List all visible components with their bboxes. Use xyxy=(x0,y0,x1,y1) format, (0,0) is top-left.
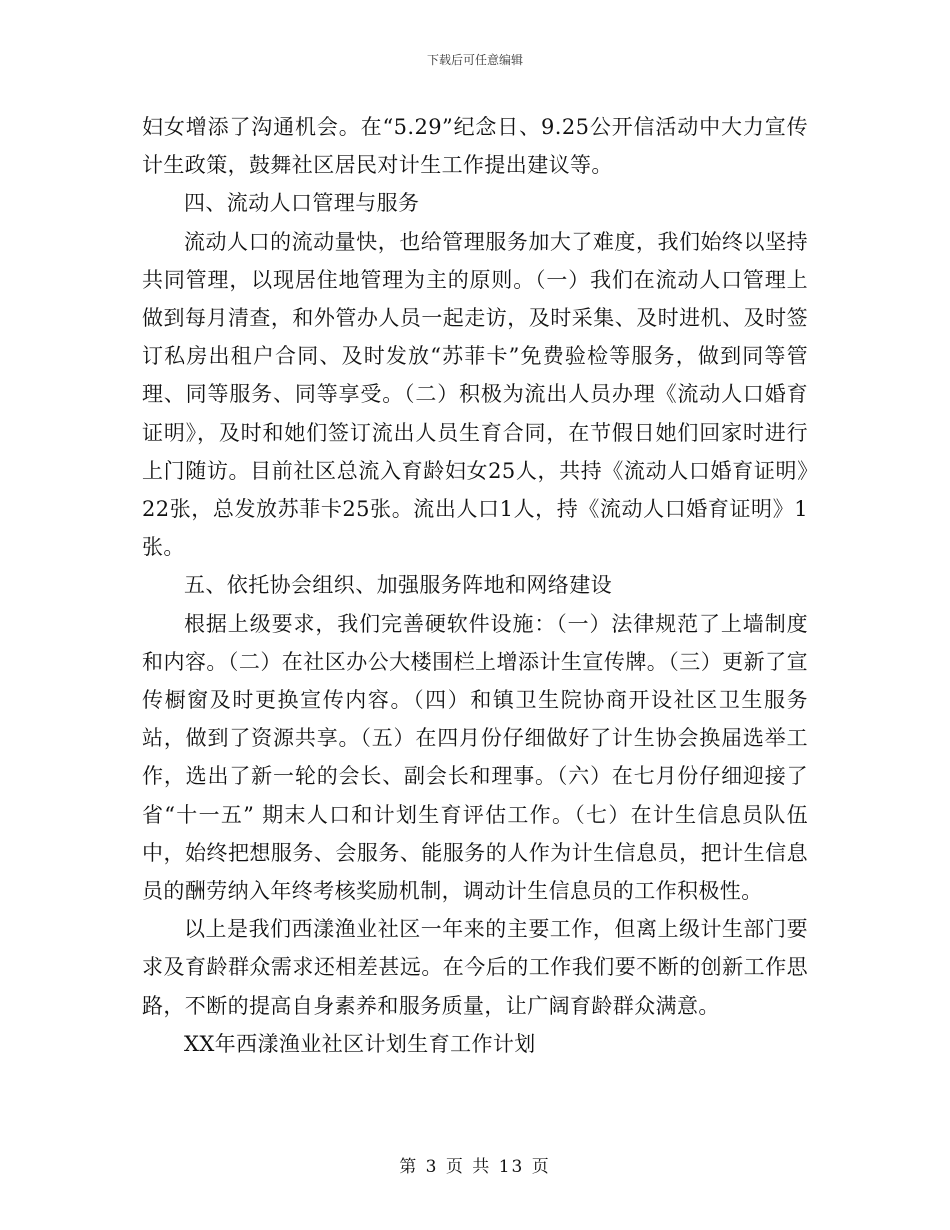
page-number: 第 3 页 共 13 页 xyxy=(399,1157,551,1177)
paragraph-1: 妇女增添了沟通机会。在“5.29”纪念日、9.25公开信活动中大力宣传计生政策，鼓舞社区居民对计生工作提出建议等。 xyxy=(142,115,808,178)
paragraph-facilities: 根据上级要求，我们完善硬软件设施：（一）法律规范了上墙制度和内容。（二）在社区办公大楼围栏上增添计生宣传牌。（三）更新了宣传橱窗及时更换宣传内容。（四）和镇卫生院协商开设社区卫生服务站，做到了资源共享。（五）在四月份仔细做好了计生协会换届选举工作，选出了新一轮的会长、副会长和理事。（六）在七月份仔细迎接了省“十一五” 期末人口和计划生育评估工作。（七）在计生信息员队伍中，始终把想服务、会服务、能服务的人作为计生信息员，把计生信息员的酬劳纳入年终考核奖励机制，调动计生信息员的工作积极性。 xyxy=(142,611,808,904)
section-heading-5: 五、依托协会组织、加强服务阵地和网络建设 xyxy=(184,573,612,598)
section-heading-4: 四、流动人口管理与服务 xyxy=(184,191,420,216)
document-subtitle: XX年西漾渔业社区计划生育工作计划 xyxy=(184,1031,536,1056)
page-header: 下载后可任意编辑 xyxy=(426,53,523,67)
document-body xyxy=(142,108,808,1063)
paragraph-floating-population: 流动人口的流动量快，也给管理服务加大了难度，我们始终以坚持共同管理，以现居住地管理为主的原则。（一）我们在流动人口管理上做到每月清查，和外管办人员一起走访，及时采集、及时进机、及时签订私房出租户合同、及时发放“苏菲卡”免费验检等服务，做到同等管理、同等服务、同等享受。（二）积极为流出人员办理《流动人口婚育证明》，及时和她们签订流出人员生育合同，在节假日她们回家时进行上门随访。目前社区总流入育龄妇女25人，共持《流动人口婚育证明》22张，总发放苏菲卡25张。流出人口1人，持《流动人口婚育证明》1张。 xyxy=(142,229,808,560)
paragraph-summary: 以上是我们西漾渔业社区一年来的主要工作，但离上级计生部门要求及育龄群众需求还相差甚远。在今后的工作我们要不断的创新工作思路，不断的提高自身素养和服务质量，让广阔育龄群众满意。 xyxy=(142,917,808,1018)
